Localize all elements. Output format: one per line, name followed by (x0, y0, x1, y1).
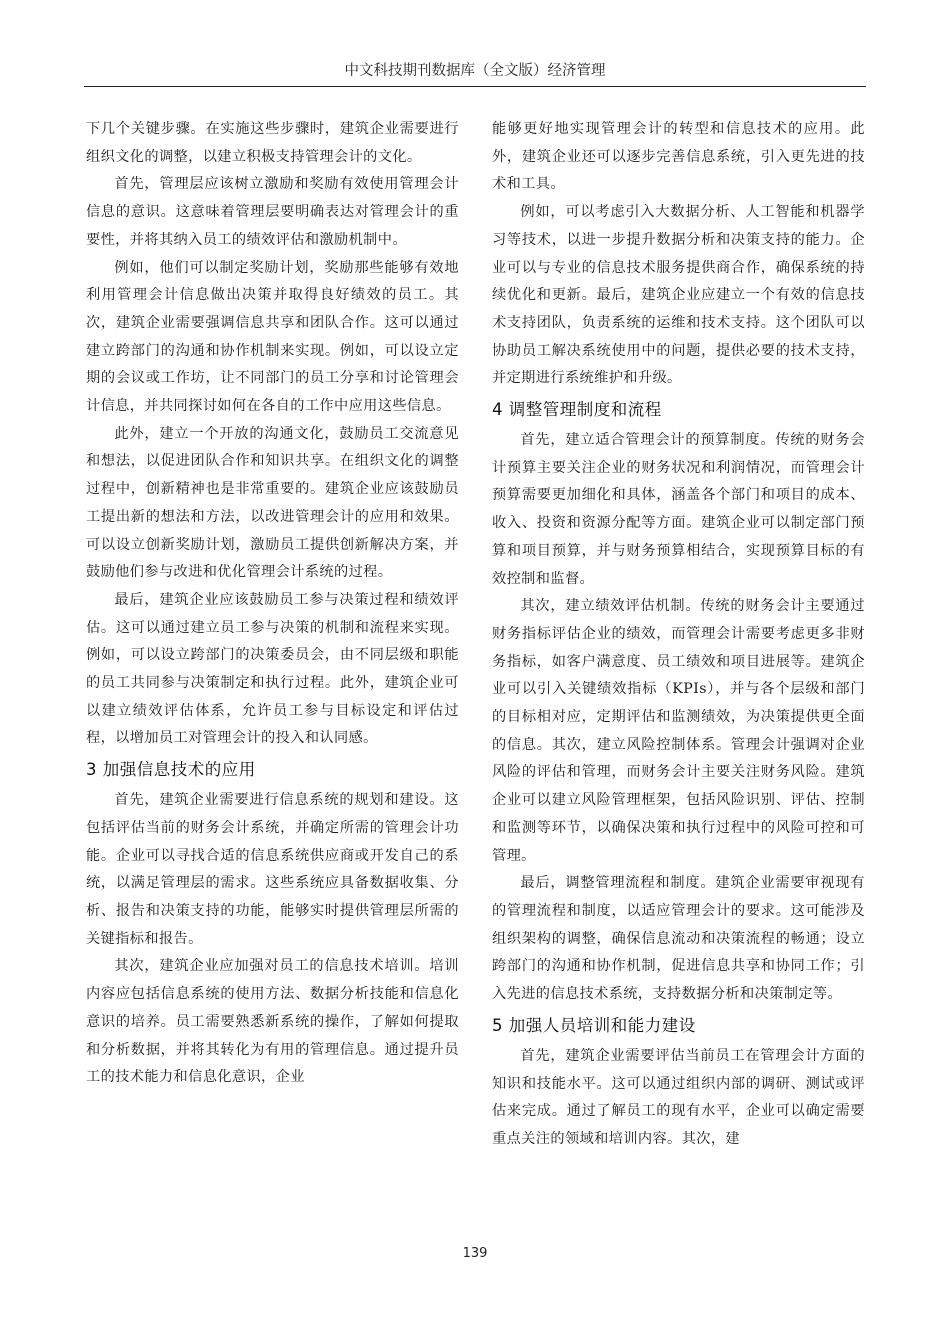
left-column (86, 116, 459, 1092)
paragraph: 首先，管理层应该树立激励和奖励有效使用管理会计信息的意识。这意味着管理层要明确表达对管理会计的重要性，并将其纳入员工的绩效评估和激励机制中。 (86, 176, 459, 248)
paragraph: 例如，他们可以制定奖励计划，奖励那些能够有效地利用管理会计信息做出决策并取得良好绩效的员工。其次，建筑企业需要强调信息共享和团队合作。这可以通过建立跨部门的沟通和协作机制来实现。例如，可以设立定期的会议或工作坊，让不同部门的员工分享和讨论管理会计信息，并共同探讨如何在各自的工作中应用这些信息。 (86, 259, 459, 415)
paragraph: 首先，建筑企业需要评估当前员工在管理会计方面的知识和技能水平。这可以通过组织内部的调研、测试或评估来完成。通过了解员工的现有水平，企业可以确定需要重点关注的领域和培训内容。其次，建 (492, 1047, 865, 1147)
paragraph: 其次，建筑企业应加强对员工的信息技术培训。培训内容应包括信息系统的使用方法、数据分析技能和信息化意识的培养。员工需要熟悉新系统的操作，了解如何提取和分析数据，并将其转化为有用的管理信息。通过提升员工的技术能力和信息化意识，企业 (86, 958, 459, 1086)
paragraph: 此外，建立一个开放的沟通文化，鼓励员工交流意见和想法，以促进团队合作和知识共享。在组织文化的调整过程中，创新精神也是非常重要的。建筑企业应该鼓励员工提出新的想法和方法，以改进管理会计的应用和效果。可以设立创新奖励计划，激励员工提供创新解决方案，并鼓励他们参与改进和优化管理会计系统的过程。 (86, 425, 459, 581)
section-heading-5: 5 加强人员培训和能力建设 (492, 1015, 696, 1035)
paragraph: 例如，可以考虑引入大数据分析、人工智能和机器学习等技术，以进一步提升数据分析和决策支持的能力。企业可以与专业的信息技术服务提供商合作，确保系统的持续优化和更新。最后，建筑企业应建立一个有效的信息技术支持团队，负责系统的运维和技术支持。这个团队可以协助员工解决系统使用中的问题，提供必要的技术支持，并定期进行系统维护和升级。 (492, 204, 865, 387)
paragraph: 能够更好地实现管理会计的转型和信息技术的应用。此外，建筑企业还可以逐步完善信息系统，引入更先进的技术和工具。 (492, 121, 865, 193)
paragraph: 其次，建立绩效评估机制。传统的财务会计主要通过财务指标评估企业的绩效，而管理会计需要考虑更多非财务指标，如客户满意度、员工绩效和项目进展等。建筑企业可以引入关键绩效指标（KPIs），并与各个层级和部门的目标相对应，定期评估和监测绩效，为决策提供更全面的信息。其次，建立风险控制体系。管理会计强调对企业风险的评估和管理，而财务会计主要关注财务风险。建筑企业可以建立风险管理框架，包括风险识别、评估、控制和监测等环节，以确保决策和执行过程中的风险可控和可管理。 (492, 598, 865, 864)
paragraph: 最后，建筑企业应该鼓励员工参与决策过程和绩效评估。这可以通过建立员工参与决策的机制和流程来实现。例如，可以设立跨部门的决策委员会，由不同层级和职能的员工共同参与决策制定和执行过程。此外，建筑企业可以建立绩效评估体系，允许员工参与目标设定和评估过程，以增加员工对管理会计的投入和认同感。 (86, 591, 459, 747)
paragraph: 首先，建立适合管理会计的预算制度。传统的财务会计预算主要关注企业的财务状况和利润情况，而管理会计预算需要更加细化和具体，涵盖各个部门和项目的成本、收入、投资和资源分配等方面。建筑企业可以制定部门预算和项目预算，并与财务预算相结合，实现预算目标的有效控制和监督。 (492, 432, 865, 587)
page-number: 139 (462, 1246, 488, 1261)
paragraph: 下几个关键步骤。在实施这些步骤时，建筑企业需要进行组织文化的调整，以建立积极支持管理会计的文化。 (86, 121, 459, 165)
paragraph: 首先，建筑企业需要进行信息系统的规划和建设。这包括评估当前的财务会计系统，并确定所需的管理会计功能。企业可以寻找合适的信息系统供应商或开发自己的系统，以满足管理层的需求。这些系统应具备数据收集、分析、报告和决策支持的功能，能够实时提供管理层所需的关键指标和报告。 (86, 792, 459, 947)
journal-header: 中文科技期刊数据库（全文版）经济管理 (84, 56, 866, 87)
section-heading-4: 4 调整管理制度和流程 (492, 400, 662, 420)
right-column (492, 116, 865, 1154)
paragraph: 最后，调整管理流程和制度。建筑企业需要审视现有的管理流程和制度，以适应管理会计的要求。这可能涉及组织架构的调整，确保信息流动和决策流程的畅通；设立跨部门的沟通和协作机制，促进信息共享和协同工作；引入先进的信息技术系统，支持数据分析和决策制定等。 (492, 875, 865, 1003)
section-heading-3: 3 加强信息技术的应用 (86, 760, 256, 780)
